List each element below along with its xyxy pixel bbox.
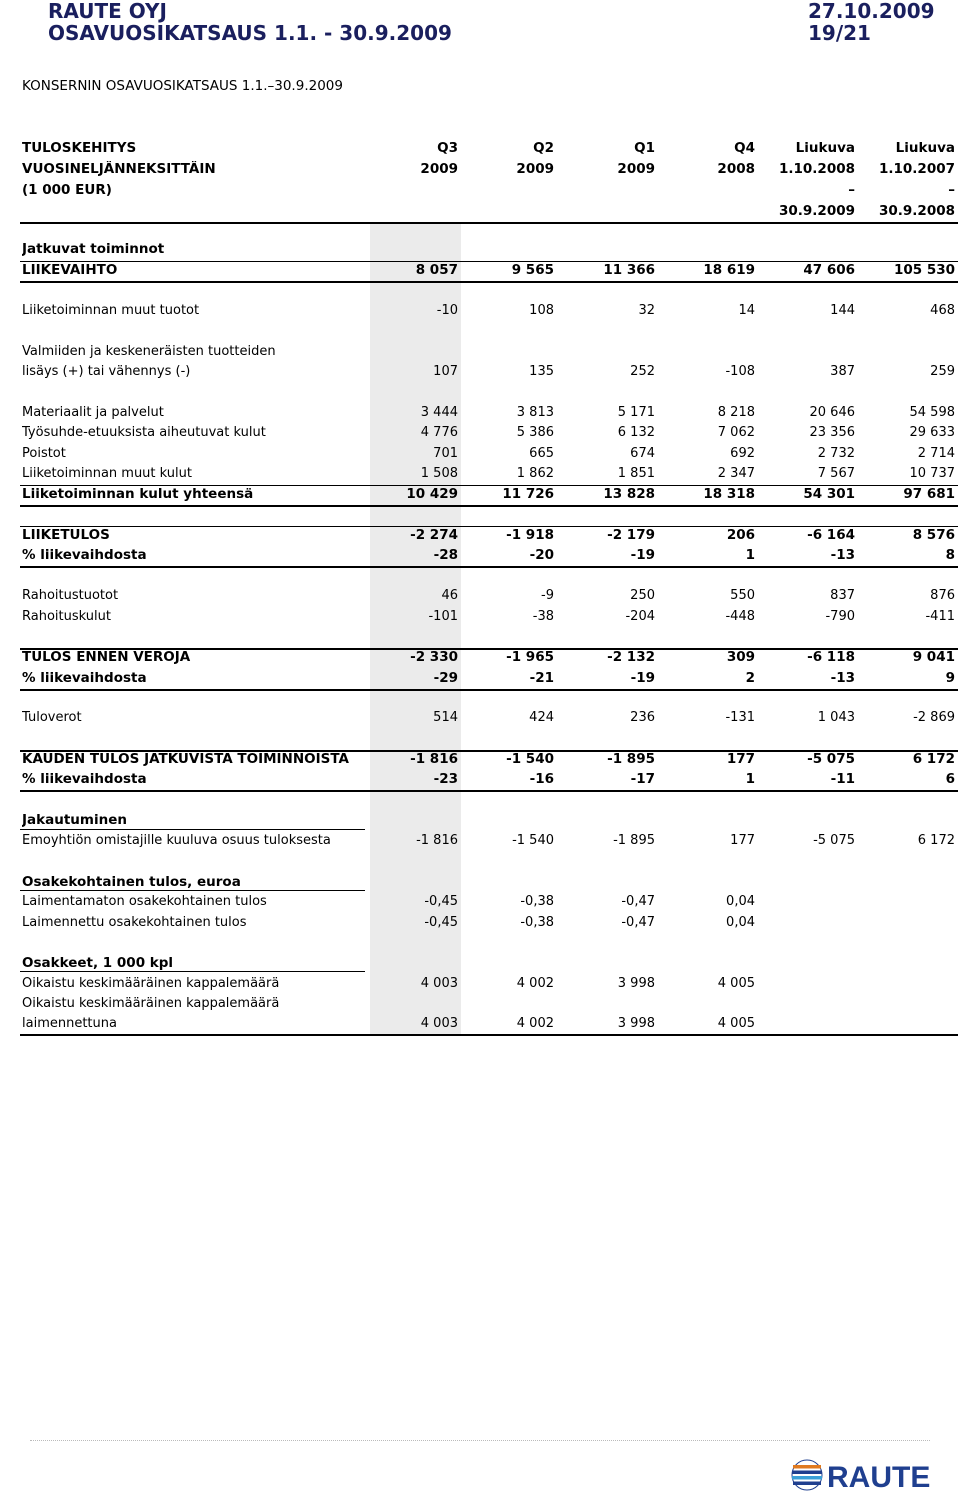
row-value: 3 998 [617,1016,655,1031]
row-value: 387 [830,364,855,379]
row-value: 1 043 [817,710,855,725]
row-value: -20 [529,547,554,563]
column-header: Q1 [634,140,655,156]
rule [20,281,958,283]
column-header: Liukuva [795,140,855,156]
row-label: LIIKETULOS [22,527,110,543]
row-value: 4 002 [516,1016,554,1031]
label-underline [20,971,365,972]
row-value: -0,47 [621,894,655,909]
row-value: -131 [725,710,755,725]
row-label: % liikevaihdosta [22,547,147,563]
row-value: 5 386 [516,425,554,440]
row-value: 177 [730,833,755,848]
row-label: Liiketoiminnan kulut yhteensä [22,486,254,502]
header-rule [20,222,958,224]
row-value: 837 [830,588,855,603]
row-label: Materiaalit ja palvelut [22,405,164,420]
row-label: Laimennettu osakekohtainen tulos [22,915,247,930]
row-value: -2 330 [410,649,458,665]
rule [20,689,958,691]
column-header: 30.9.2008 [878,203,955,219]
row-value: 3 813 [516,405,554,420]
rule [20,566,958,568]
row-value: -2 179 [607,527,655,543]
row-label: TULOS ENNEN VEROJA [22,649,191,665]
rule [20,648,958,650]
row-value: 309 [726,649,755,665]
row-value: 252 [630,364,655,379]
row-value: 550 [730,588,755,603]
label-underline [20,829,365,830]
row-value: 1 851 [617,466,655,481]
row-value: 8 057 [415,262,458,278]
rule [20,526,958,527]
row-value: 2 732 [817,446,855,461]
row-value: 47 606 [803,262,855,278]
row-label: Oikaistu keskimääräinen kappalemäärä [22,996,280,1011]
row-value: 4 003 [420,1016,458,1031]
page-number: 19/21 [808,21,871,45]
row-value: -28 [433,547,458,563]
row-label: Osakekohtainen tulos, euroa [22,874,241,890]
row-value: 6 [945,771,955,787]
row-value: 259 [930,364,955,379]
row-label: Emoyhtiön omistajille kuuluva osuus tuloksesta [22,833,331,848]
row-label: Laimentamaton osakekohtainen tulos [22,894,267,909]
row-label: Poistot [22,446,66,461]
row-value: -0,47 [621,915,655,930]
row-value: -204 [625,609,655,624]
row-value: 665 [529,446,554,461]
row-value: 13 828 [603,486,655,502]
row-label: Osakkeet, 1 000 kpl [22,955,174,971]
row-value: 20 646 [809,405,855,420]
row-label: % liikevaihdosta [22,771,147,787]
row-value: 8 [945,547,955,563]
table-title: TULOSKEHITYS [22,140,137,156]
row-value: -1 918 [506,527,554,543]
rule [20,261,958,262]
row-value: -411 [925,609,955,624]
row-value: -1 816 [416,833,458,848]
row-label: Rahoitustuotot [22,588,119,603]
row-value: 4 002 [516,976,554,991]
row-value: 23 356 [809,425,855,440]
row-value: -6 118 [807,649,855,665]
row-value: 105 530 [893,262,955,278]
row-value: -19 [630,670,655,686]
row-value: -9 [541,588,554,603]
company-name: RAUTE OYJ [48,0,167,23]
row-value: 7 062 [717,425,755,440]
row-value: 2 347 [717,466,755,481]
footer-divider [30,1440,930,1441]
column-header: 1.10.2008 [778,161,855,177]
row-value: 250 [630,588,655,603]
column-header: Q4 [734,140,755,156]
row-value: 1 862 [516,466,554,481]
row-value: -21 [529,670,554,686]
row-value: -1 965 [506,649,554,665]
row-value: 3 998 [617,976,655,991]
row-value: 4 776 [420,425,458,440]
row-value: 236 [630,710,655,725]
row-value: 5 171 [617,405,655,420]
rule [20,485,958,486]
row-value: 6 172 [912,751,955,767]
row-value: -1 816 [410,751,458,767]
row-value: 108 [529,303,554,318]
row-value: 18 619 [703,262,755,278]
row-value: 107 [433,364,458,379]
raute-logo-text: RAUTE [827,1461,931,1492]
row-value: 32 [638,303,655,318]
column-header: 2009 [516,161,554,177]
row-value: 1 [745,771,755,787]
row-value: 468 [930,303,955,318]
unit-label: (1 000 EUR) [22,182,112,198]
row-value: 10 737 [909,466,955,481]
row-value: -1 895 [607,751,655,767]
row-value: -0,38 [520,894,554,909]
row-value: -29 [433,670,458,686]
row-value: 7 567 [817,466,855,481]
raute-logo-mark-icon [792,1460,822,1490]
row-label: lisäys (+) tai vähennys (-) [22,364,191,379]
column-header: 2009 [420,161,458,177]
row-value: -108 [725,364,755,379]
report-title: OSAVUOSIKATSAUS 1.1. - 30.9.2009 [48,21,452,45]
row-value: -0,38 [520,915,554,930]
row-value: 9 041 [912,649,955,665]
row-label: Rahoituskulut [22,609,111,624]
row-value: 144 [830,303,855,318]
row-value: 10 429 [406,486,458,502]
row-value: -19 [630,547,655,563]
report-date: 27.10.2009 [808,0,935,23]
row-value: 135 [529,364,554,379]
row-label: Oikaistu keskimääräinen kappalemäärä [22,976,280,991]
row-value: -38 [532,609,554,624]
row-value: -1 540 [512,833,554,848]
row-value: 46 [441,588,458,603]
row-value: -11 [830,771,855,787]
label-underline [20,890,365,891]
row-value: 9 [945,670,955,686]
column-header: 1.10.2007 [878,161,955,177]
column-header: – [848,182,855,198]
row-value: 2 [745,670,755,686]
row-value: -2 274 [410,527,458,543]
row-label: LIIKEVAIHTO [22,262,118,278]
row-value: 4 003 [420,976,458,991]
row-value: 6 172 [917,833,955,848]
row-value: -448 [725,609,755,624]
row-label: laimennettuna [22,1016,117,1031]
row-value: -17 [630,771,655,787]
row-label: Valmiiden ja keskeneräisten tuotteiden [22,344,276,359]
row-value: 1 [745,547,755,563]
row-value: -10 [436,303,458,318]
table-bottom-rule [20,1034,958,1036]
q3-column-shading [370,222,461,1034]
row-value: 4 005 [717,1016,755,1031]
row-label: Liiketoiminnan muut tuotot [22,303,200,318]
row-value: -0,45 [424,894,458,909]
row-value: 8 576 [912,527,955,543]
row-value: 97 681 [903,486,955,502]
row-value: 0,04 [726,894,755,909]
column-header: – [948,182,955,198]
row-value: 514 [433,710,458,725]
raute-logo [790,1458,935,1492]
row-value: 11 726 [502,486,554,502]
row-value: 424 [529,710,554,725]
row-value: -1 540 [506,751,554,767]
row-value: 4 005 [717,976,755,991]
row-value: -13 [830,547,855,563]
column-header: Q3 [437,140,458,156]
row-label: Jakautuminen [22,812,127,828]
section-subtitle: KONSERNIN OSAVUOSIKATSAUS 1.1.–30.9.2009 [22,78,343,94]
rule [20,790,958,792]
table-subtitle: VUOSINELJÄNNEKSITTÄIN [22,161,216,177]
row-value: -5 075 [813,833,855,848]
row-value: 2 714 [917,446,955,461]
row-label: KAUDEN TULOS JATKUVISTA TOIMINNOISTA [22,751,349,767]
row-value: 54 301 [803,486,855,502]
row-value: 674 [630,446,655,461]
column-header: Liukuva [895,140,955,156]
row-value: -6 164 [807,527,855,543]
row-value: 9 565 [511,262,554,278]
rule [20,750,958,752]
column-header: 2009 [617,161,655,177]
row-value: 206 [726,527,755,543]
row-label: Liiketoiminnan muut kulut [22,466,192,481]
row-value: -13 [830,670,855,686]
row-value: 18 318 [703,486,755,502]
row-label: % liikevaihdosta [22,670,147,686]
row-value: 1 508 [420,466,458,481]
row-value: 54 598 [909,405,955,420]
row-value: 876 [930,588,955,603]
row-value: 14 [738,303,755,318]
row-value: -16 [529,771,554,787]
row-value: -5 075 [807,751,855,767]
row-value: -2 869 [913,710,955,725]
row-value: 29 633 [909,425,955,440]
row-value: -1 895 [613,833,655,848]
row-label: Jatkuvat toiminnot [22,241,165,257]
row-value: 6 132 [617,425,655,440]
row-value: 0,04 [726,915,755,930]
row-value: 8 218 [717,405,755,420]
column-header: 2008 [717,161,755,177]
row-value: 701 [433,446,458,461]
row-value: 11 366 [603,262,655,278]
column-header: 30.9.2009 [778,203,855,219]
rule [20,505,958,507]
row-value: -23 [433,771,458,787]
row-value: 692 [730,446,755,461]
row-value: 177 [726,751,755,767]
row-label: Tuloverot [22,710,82,725]
row-value: -101 [428,609,458,624]
row-value: 3 444 [420,405,458,420]
row-value: -0,45 [424,915,458,930]
column-header: Q2 [533,140,554,156]
row-value: -2 132 [607,649,655,665]
row-value: -790 [825,609,855,624]
row-label: Työsuhde-etuuksista aiheutuvat kulut [22,425,266,440]
